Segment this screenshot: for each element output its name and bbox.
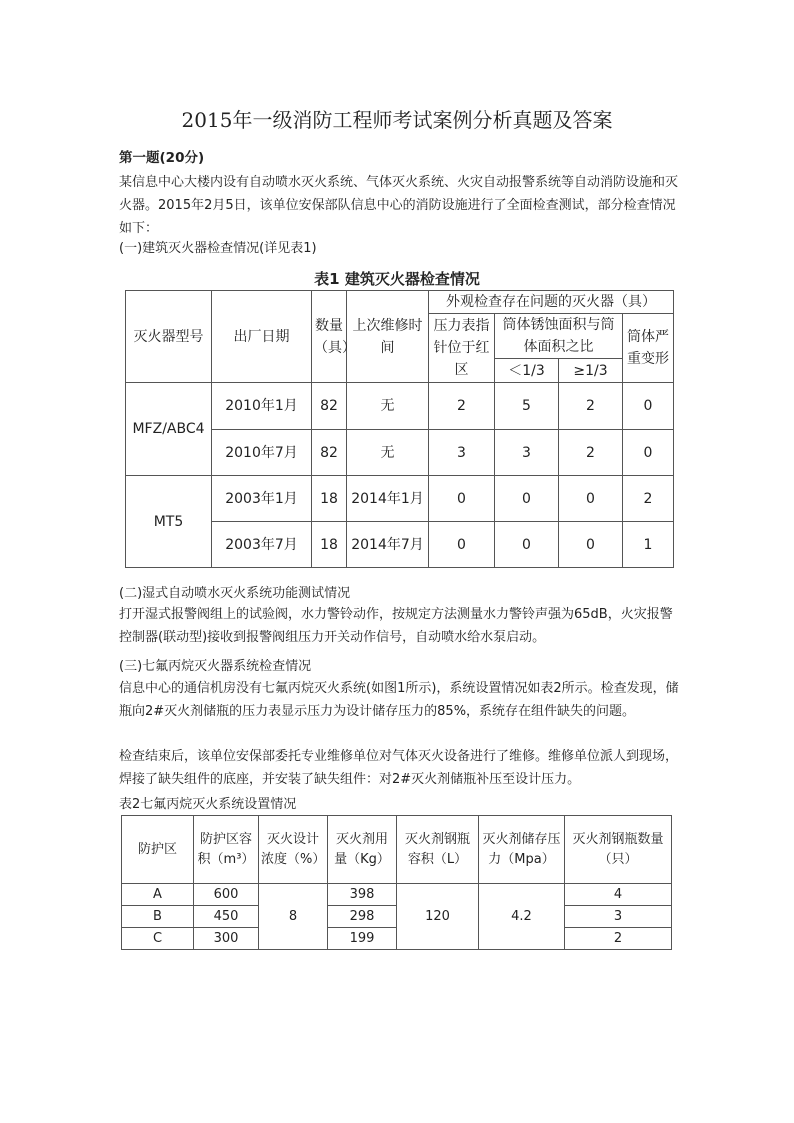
pressure-cell: 3 <box>429 430 495 476</box>
ge13-cell: 0 <box>559 522 623 568</box>
pressure-cell: 0 <box>429 522 495 568</box>
question-heading: 第一题(20分) <box>119 150 205 166</box>
intro-paragraph: 某信息中心大楼内设有自动喷水灭火系统、气体灭火系统、火灾自动报警系统等自动消防设施和灭火器。2015年2月5日，该单位安保部队信息中心的消防设施进行了全面检查测试，部分检查情况如下： <box>119 175 679 236</box>
volume-cell: 450 <box>194 906 259 928</box>
header-lt13: ＜1/3 <box>495 359 559 383</box>
header-ge13: ≥1/3 <box>559 359 623 383</box>
lt13-cell: 3 <box>495 430 559 476</box>
deform-cell: 0 <box>623 383 674 430</box>
agent-cell: 199 <box>328 928 397 950</box>
ge13-cell: 0 <box>559 476 623 522</box>
zone-cell: C <box>122 928 194 950</box>
heptafluoropropane-paragraph: 信息中心的通信机房没有七氟丙烷灭火系统(如图1所示)，系统设置情况如表2所示。检查发现，储瓶向2#灭火剂储瓶的压力表显示压力为设计储存压力的85%，系统存在组件缺失的问题。 <box>119 681 679 719</box>
header-pressure: 压力表指针位于红区 <box>429 314 495 383</box>
date-cell: 2010年7月 <box>212 430 312 476</box>
table-row <box>122 884 672 906</box>
header-bottle-volume: 灭火剂钢瓶容积（L） <box>397 816 479 884</box>
pressure-cell: 4.2 <box>479 884 565 950</box>
type-cell: MFZ/ABC4 <box>126 383 212 476</box>
ge13-cell: 2 <box>559 430 623 476</box>
date-cell: 2003年1月 <box>212 476 312 522</box>
section-3-heading: (三)七氟丙烷灭火器系统检查情况 <box>119 659 312 674</box>
last-repair-cell: 2014年1月 <box>347 476 429 522</box>
table-2-caption: 表2七氟丙烷灭火系统设置情况 <box>119 797 297 812</box>
header-date: 出厂日期 <box>212 291 312 383</box>
header-deform: 筒体严重变形 <box>623 314 674 383</box>
header-volume: 防护区容积（m³） <box>194 816 259 884</box>
deform-cell: 1 <box>623 522 674 568</box>
volume-cell: 300 <box>194 928 259 950</box>
header-pressure: 灭火剂储存压力（Mpa） <box>479 816 565 884</box>
pressure-cell: 2 <box>429 383 495 430</box>
section-1-heading: (一)建筑灭火器检查情况(详见表1) <box>119 241 317 256</box>
header-agent: 灭火剂用量（Kg） <box>328 816 397 884</box>
count-cell: 4 <box>565 884 672 906</box>
maintenance-paragraph: 检查结束后，该单位安保部委托专业维修单位对气体灭火设备进行了维修。维修单位派人到现场，焊接了缺失组件的底座，并安装了缺失组件：对2#灭火剂储瓶补压至设计压力。 <box>119 749 679 787</box>
header-zone: 防护区 <box>122 816 194 884</box>
volume-cell: 600 <box>194 884 259 906</box>
table-row <box>126 383 674 430</box>
date-cell: 2010年1月 <box>212 383 312 430</box>
header-last-repair: 上次维修时间 <box>347 291 429 383</box>
deform-cell: 2 <box>623 476 674 522</box>
type-cell: MT5 <box>126 476 212 568</box>
header-count: 灭火剂钢瓶数量（只） <box>565 816 672 884</box>
count-cell: 2 <box>565 928 672 950</box>
count-cell: 3 <box>565 906 672 928</box>
agent-cell: 298 <box>328 906 397 928</box>
zone-cell: B <box>122 906 194 928</box>
header-type: 灭火器型号 <box>126 291 212 383</box>
qty-cell: 82 <box>312 430 347 476</box>
date-cell: 2003年7月 <box>212 522 312 568</box>
last-repair-cell: 2014年7月 <box>347 522 429 568</box>
lt13-cell: 5 <box>495 383 559 430</box>
lt13-cell: 0 <box>495 522 559 568</box>
header-corrosion-group: 筒体锈蚀面积与筒体面积之比 <box>495 314 623 359</box>
qty-cell: 18 <box>312 522 347 568</box>
header-qty: 数量（具） <box>312 291 347 383</box>
pressure-cell: 0 <box>429 476 495 522</box>
lt13-cell: 0 <box>495 476 559 522</box>
table-1-caption: 表1 建筑灭火器检查情况 <box>314 270 480 288</box>
ge13-cell: 2 <box>559 383 623 430</box>
heptafluoropropane-settings-table <box>121 815 672 950</box>
table-row <box>126 476 674 522</box>
bottle-volume-cell: 120 <box>397 884 479 950</box>
section-2-heading: (二)湿式自动喷水灭火系统功能测试情况 <box>119 586 351 601</box>
document-title: 2015年一级消防工程师考试案例分析真题及答案 <box>181 108 613 132</box>
header-defects-group: 外观检查存在问题的灭火器（具） <box>429 291 674 314</box>
agent-cell: 398 <box>328 884 397 906</box>
last-repair-cell: 无 <box>347 383 429 430</box>
deform-cell: 0 <box>623 430 674 476</box>
qty-cell: 18 <box>312 476 347 522</box>
last-repair-cell: 无 <box>347 430 429 476</box>
extinguisher-inspection-table <box>125 290 674 568</box>
qty-cell: 82 <box>312 383 347 430</box>
sprinkler-test-paragraph: 打开湿式报警阀组上的试验阀，水力警铃动作，按规定方法测量水力警铃声强为65dB，火灾报警控制器(联动型)接收到报警阀组压力开关动作信号，自动喷水给水泵启动。 <box>119 607 673 645</box>
zone-cell: A <box>122 884 194 906</box>
header-concentration: 灭火设计浓度（%） <box>259 816 328 884</box>
concentration-cell: 8 <box>259 884 328 950</box>
